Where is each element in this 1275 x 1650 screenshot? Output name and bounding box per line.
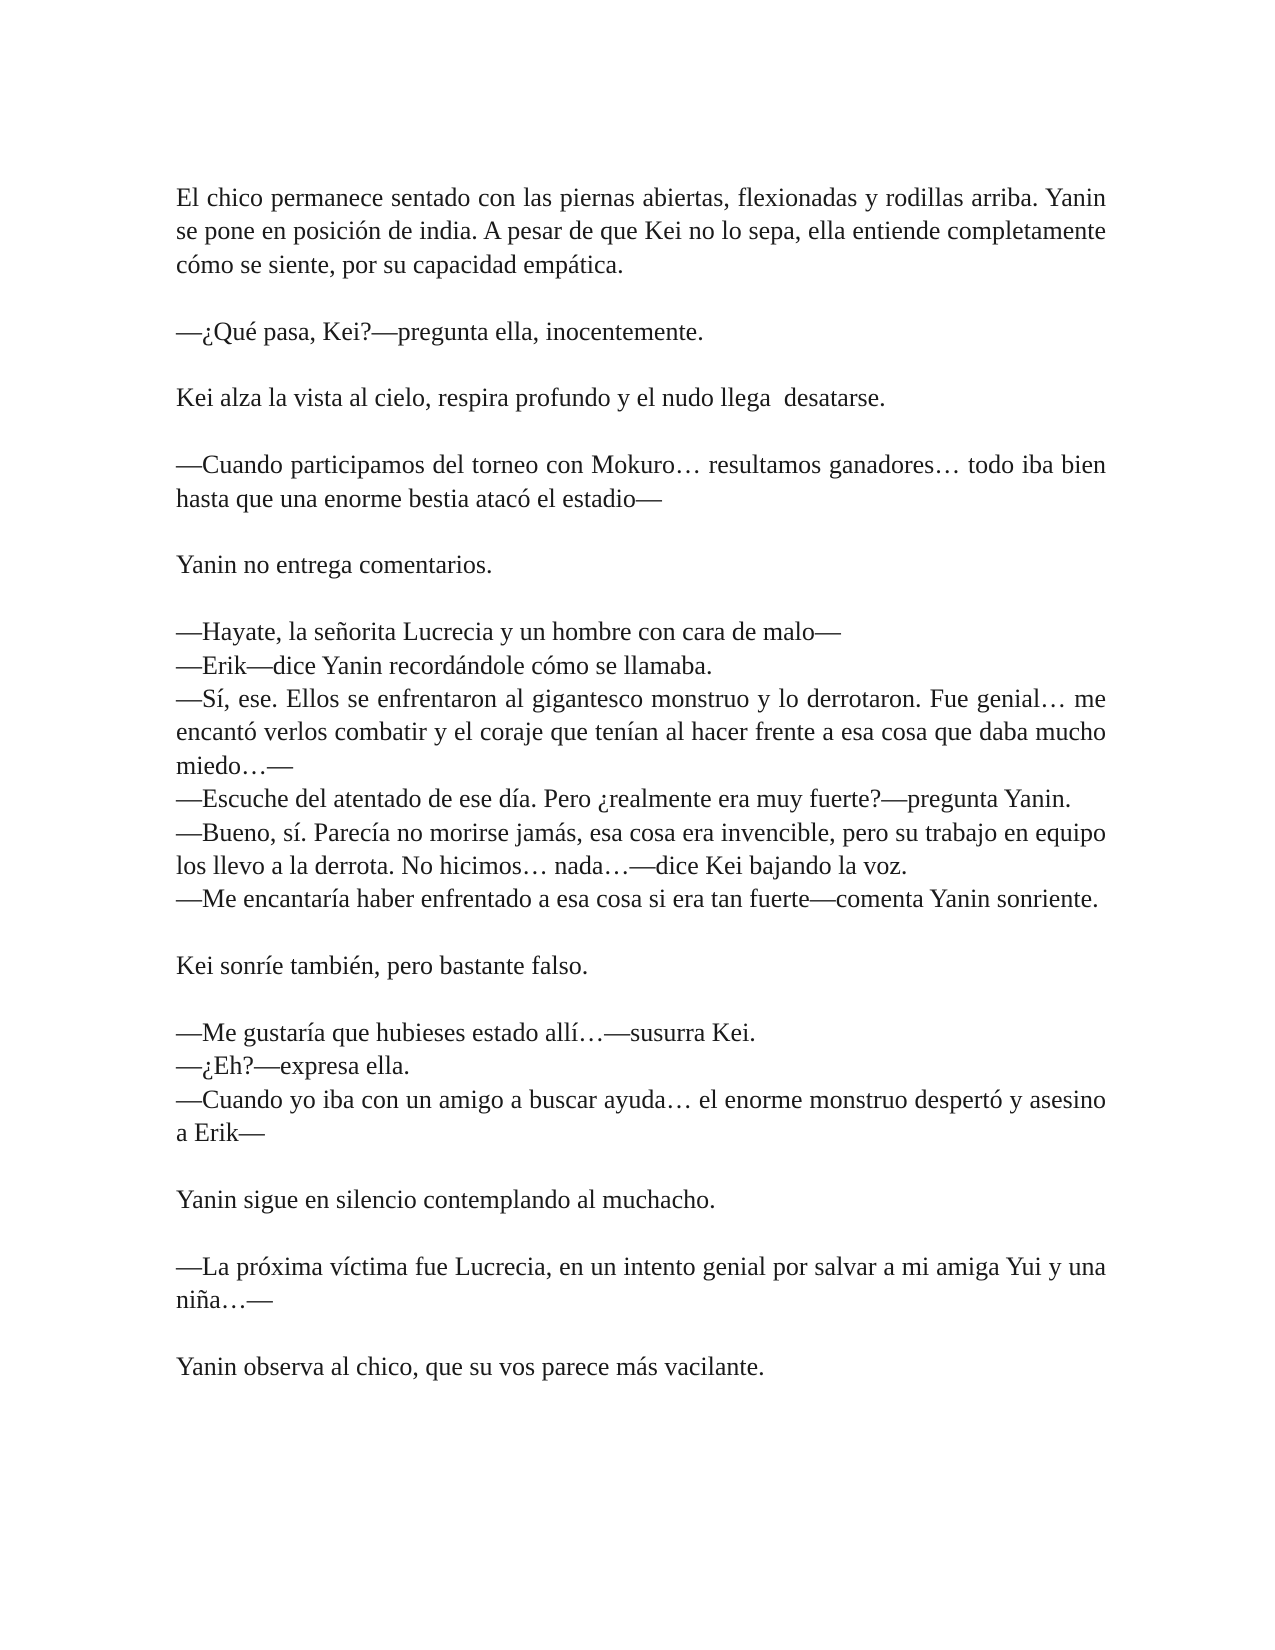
- dialogue-line: —Hayate, la señorita Lucrecia y un hombre con cara de malo—: [176, 617, 841, 647]
- dialogue-line: —Escuche del atentado de ese día. Pero ¿realmente era muy fuerte?—pregunta Yanin.: [176, 784, 1072, 814]
- dialogue-line: —La próxima víctima fue Lucrecia, en un intento genial por salvar a mi amiga Yui y una niña…—: [176, 1251, 1113, 1315]
- paragraph: —¿Qué pasa, Kei?—pregunta ella, inocentemente.: [176, 316, 704, 346]
- dialogue-line: —Me gustaría que hubieses estado allí…—susurra Kei.: [176, 1018, 756, 1048]
- dialogue-line: —Bueno, sí. Parecía no morirse jamás, esa cosa era invencible, pero su trabajo en equipo los llevo a la derrota. No hicimos… nada…—dice Kei bajando la voz.: [176, 817, 1113, 881]
- paragraph: Yanin sigue en silencio contemplando al muchacho.: [176, 1185, 716, 1215]
- paragraph: Yanin observa al chico, que su vos parece más vacilante.: [176, 1352, 765, 1382]
- dialogue-line: —Erik—dice Yanin recordándole cómo se llamaba.: [176, 650, 713, 680]
- paragraph: Yanin no entrega comentarios.: [176, 550, 493, 580]
- paragraph: Kei alza la vista al cielo, respira profundo y el nudo llega desatarse.: [176, 383, 886, 413]
- paragraph: —Cuando participamos del torneo con Mokuro… resultamos ganadores… todo iba bien hasta que una enorme bestia atacó el estadio—: [176, 450, 1113, 513]
- dialogue-line: —Me encantaría haber enfrentado a esa cosa si era tan fuerte—comenta Yanin sonriente.: [176, 884, 1099, 914]
- dialogue-line: —¿Eh?—expresa ella.: [176, 1051, 410, 1081]
- body-text: [176, 181, 1113, 1417]
- dialogue-line: —Sí, ese. Ellos se enfrentaron al gigantesco monstruo y lo derrotaron. Fue genial… me encantó verlos combatir y el coraje que tenían al hacer frente a esa cosa que daba mucho miedo…—: [176, 684, 1113, 780]
- paragraph: El chico permanece sentado con las piernas abiertas, flexionadas y rodillas arriba. Yanin se pone en posición de india. A pesar de que Kei no lo sepa, ella entiende completamente cómo se siente, por su capacidad empática.: [176, 183, 1113, 279]
- paragraph: Kei sonríe también, pero bastante falso.: [176, 951, 589, 981]
- dialogue-line: —Cuando yo iba con un amigo a buscar ayuda… el enorme monstruo despertó y asesino a Erik—: [176, 1084, 1113, 1148]
